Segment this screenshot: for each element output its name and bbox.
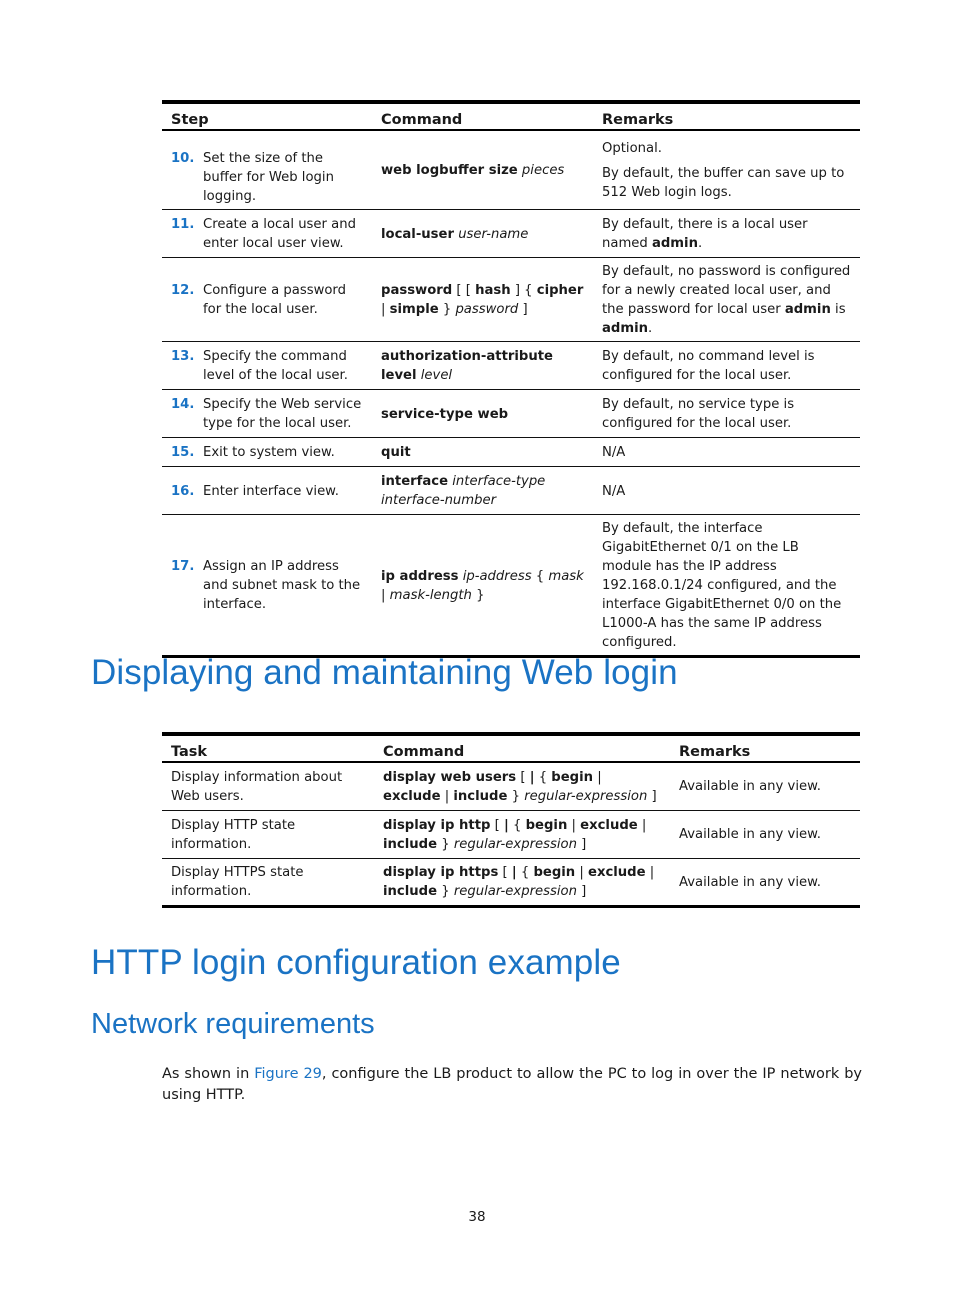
keyword: display ip https <box>383 865 499 880</box>
command-cell <box>374 810 670 858</box>
command-text: ] <box>518 302 528 317</box>
step-description: Configure a password for the local user. <box>203 283 346 317</box>
command-text: { <box>516 865 534 880</box>
keyword: exclude <box>580 817 638 833</box>
keyword: display ip http <box>383 817 491 833</box>
command-text: ] { <box>510 283 537 298</box>
table-row <box>162 130 860 210</box>
argument: interface-type interface-number <box>381 474 546 508</box>
remarks-paragraph <box>602 262 851 338</box>
table-row <box>162 342 860 390</box>
display-commands-table <box>162 732 860 908</box>
remarks-paragraph <box>602 395 851 433</box>
keyword: service-type web <box>381 406 509 422</box>
task-cell: Display HTTP state information. <box>162 810 374 858</box>
step-cell <box>162 258 372 342</box>
command-text: } <box>507 788 525 804</box>
step-cell <box>162 342 372 390</box>
keyword: cipher <box>536 283 584 298</box>
table-row <box>162 438 860 467</box>
step-cell <box>162 130 372 210</box>
task-cell: Display HTTPS state information. <box>162 858 374 906</box>
remarks-cell <box>593 342 860 390</box>
command-text: | <box>567 817 581 833</box>
command-text: { <box>531 568 549 584</box>
remarks-paragraph <box>602 347 851 385</box>
step-description: Create a local user and enter local user view. <box>203 217 356 251</box>
step-description: Specify the Web service type for the local user. <box>203 397 362 431</box>
command-cell <box>374 762 670 810</box>
command-text: ] <box>576 836 587 852</box>
command-text: By default, there is a local user named <box>602 217 808 251</box>
argument: pieces <box>521 163 565 178</box>
step-number: 11. <box>171 217 195 232</box>
keyword: | <box>529 769 535 785</box>
command-text: | <box>645 865 655 880</box>
command-text: [ <box>490 817 504 833</box>
keyword: ip address <box>381 568 459 584</box>
keyword: interface <box>381 474 449 489</box>
command-text: | <box>575 865 588 880</box>
step-cell <box>162 467 372 515</box>
table-row <box>162 810 860 858</box>
col-header-remarks: Remarks <box>593 102 860 130</box>
command-text: | <box>440 788 454 804</box>
remarks-paragraph <box>602 519 851 652</box>
step-number: 12. <box>171 283 195 298</box>
keyword: hash <box>475 283 511 298</box>
body-paragraph <box>162 1064 862 1106</box>
remarks-paragraph <box>602 215 851 253</box>
keyword: | <box>511 865 517 880</box>
remarks-cell <box>593 515 860 657</box>
command-cell <box>372 467 593 515</box>
table-row <box>162 210 860 258</box>
table-header-row <box>162 734 860 762</box>
command-cell <box>372 130 593 210</box>
remarks-cell <box>593 130 860 210</box>
step-number: 16. <box>171 483 195 499</box>
paragraph-text-before: As shown in <box>162 1066 255 1082</box>
command-text: { <box>508 817 526 833</box>
keyword: quit <box>381 445 411 460</box>
table-row <box>162 515 860 657</box>
remarks-paragraph <box>602 164 851 202</box>
col-header-step: Step <box>162 102 372 130</box>
command-text: [ <box>516 769 530 785</box>
command-text: [ <box>498 865 512 880</box>
step-description: Exit to system view. <box>203 445 335 460</box>
keyword: password <box>381 283 453 298</box>
command-text: By default, the interface GigabitEthernet 0/1 on the LB module has the IP address 192.168.0.1/24 configured, and the interface GigabitEthernet 0/0 on the L1000-A has the same IP address configured. <box>602 521 842 650</box>
command-text: { <box>534 769 552 785</box>
keyword: simple <box>389 302 439 317</box>
remarks-cell <box>593 390 860 438</box>
step-cell <box>162 515 372 657</box>
step-number: 13. <box>171 349 195 364</box>
keyword: exclude <box>383 788 441 804</box>
keyword: include <box>383 836 438 852</box>
table-row <box>162 390 860 438</box>
col-header-remarks: Remarks <box>670 734 860 762</box>
command-text: | <box>593 769 602 785</box>
command-cell <box>374 858 670 906</box>
table-row <box>162 858 860 906</box>
step-description: Set the size of the buffer for Web login logging. <box>203 151 334 204</box>
remarks-cell: Available in any view. <box>670 858 860 906</box>
remarks-paragraph <box>602 482 851 501</box>
keyword: begin <box>525 817 568 833</box>
page-number: 38 <box>468 1209 486 1225</box>
command-cell <box>372 390 593 438</box>
argument: password <box>455 302 519 317</box>
keyword: include <box>453 788 508 804</box>
command-text: ] <box>647 788 657 804</box>
command-text: } <box>471 587 485 603</box>
col-header-task: Task <box>162 734 374 762</box>
task-cell: Display information about Web users. <box>162 762 374 810</box>
keyword: begin <box>533 865 576 880</box>
command-cell <box>372 342 593 390</box>
keyword: | <box>503 817 509 833</box>
remarks-cell <box>593 438 860 467</box>
command-text: } <box>437 836 454 852</box>
command-text: N/A <box>602 445 626 460</box>
argument: mask-length <box>389 587 472 603</box>
remarks-cell: Available in any view. <box>670 762 860 810</box>
keyword: exclude <box>588 865 646 880</box>
argument: user-name <box>458 226 529 242</box>
keyword: authorization-attribute level <box>381 349 553 383</box>
argument: level <box>420 368 453 383</box>
command-text: ] <box>576 884 587 899</box>
step-number: 17. <box>171 559 195 574</box>
remarks-cell <box>593 258 860 342</box>
command-text: By default, the buffer can save up to 512 Web login logs. <box>602 166 845 200</box>
keyword: include <box>383 884 438 899</box>
argument: regular-expression <box>524 788 648 804</box>
step-cell <box>162 210 372 258</box>
section-heading-http-example: HTTP login configuration example <box>91 943 621 982</box>
col-header-command: Command <box>372 102 593 130</box>
step-description: Enter interface view. <box>203 483 339 499</box>
step-cell <box>162 438 372 467</box>
command-text: } <box>438 302 456 317</box>
section-heading-displaying: Displaying and maintaining Web login <box>91 653 678 692</box>
command-text: By default, no service type is configured for the local user. <box>602 397 795 431</box>
command-cell <box>372 258 593 342</box>
command-text: is <box>830 302 846 317</box>
command-text: [ [ <box>452 283 476 298</box>
command-text: By default, no command level is configured for the local user. <box>602 349 815 383</box>
table-row <box>162 762 860 810</box>
config-steps-table <box>162 100 860 658</box>
keyword: admin <box>784 302 831 317</box>
table-header-row <box>162 102 860 130</box>
command-text: | <box>637 817 647 833</box>
command-text: } <box>437 884 454 899</box>
step-description: Assign an IP address and subnet mask to the interface. <box>203 559 361 612</box>
command-cell <box>372 210 593 258</box>
step-number: 14. <box>171 397 195 412</box>
command-text: | <box>381 587 390 603</box>
keyword: admin <box>602 321 648 336</box>
remarks-cell: Available in any view. <box>670 810 860 858</box>
argument: regular-expression <box>453 836 577 852</box>
col-header-command: Command <box>374 734 670 762</box>
remarks-paragraph <box>602 443 851 462</box>
remarks-cell <box>593 467 860 515</box>
argument: regular-expression <box>453 884 577 899</box>
figure-link[interactable]: Figure 29 <box>254 1066 322 1082</box>
keyword: display web users <box>383 769 517 785</box>
paragraph-text-after: , configure the LB product to allow the PC to log in over the IP network by using HTTP. <box>162 1066 862 1103</box>
argument: mask <box>548 568 584 584</box>
command-text: N/A <box>602 483 626 499</box>
command-text: . <box>648 321 653 336</box>
command-cell <box>372 515 593 657</box>
remarks-paragraph <box>602 139 851 158</box>
remarks-cell <box>593 210 860 258</box>
step-number: 10. <box>171 151 195 166</box>
keyword: local-user <box>381 226 454 242</box>
command-cell <box>372 438 593 467</box>
command-text: . <box>697 236 703 251</box>
keyword: begin <box>551 769 594 785</box>
table-row <box>162 258 860 342</box>
keyword: web logbuffer size <box>381 163 518 178</box>
subsection-heading-network-requirements: Network requirements <box>91 1008 375 1040</box>
step-description: Specify the command level of the local user. <box>203 349 348 383</box>
table-row <box>162 467 860 515</box>
command-text: Optional. <box>602 141 662 156</box>
step-number: 15. <box>171 445 195 460</box>
command-text: By default, no password is configured for a newly created local user, and the password for local user <box>602 264 851 317</box>
keyword: admin <box>651 236 698 251</box>
step-cell <box>162 390 372 438</box>
argument: ip-address <box>462 568 532 584</box>
command-text: | <box>381 302 390 317</box>
